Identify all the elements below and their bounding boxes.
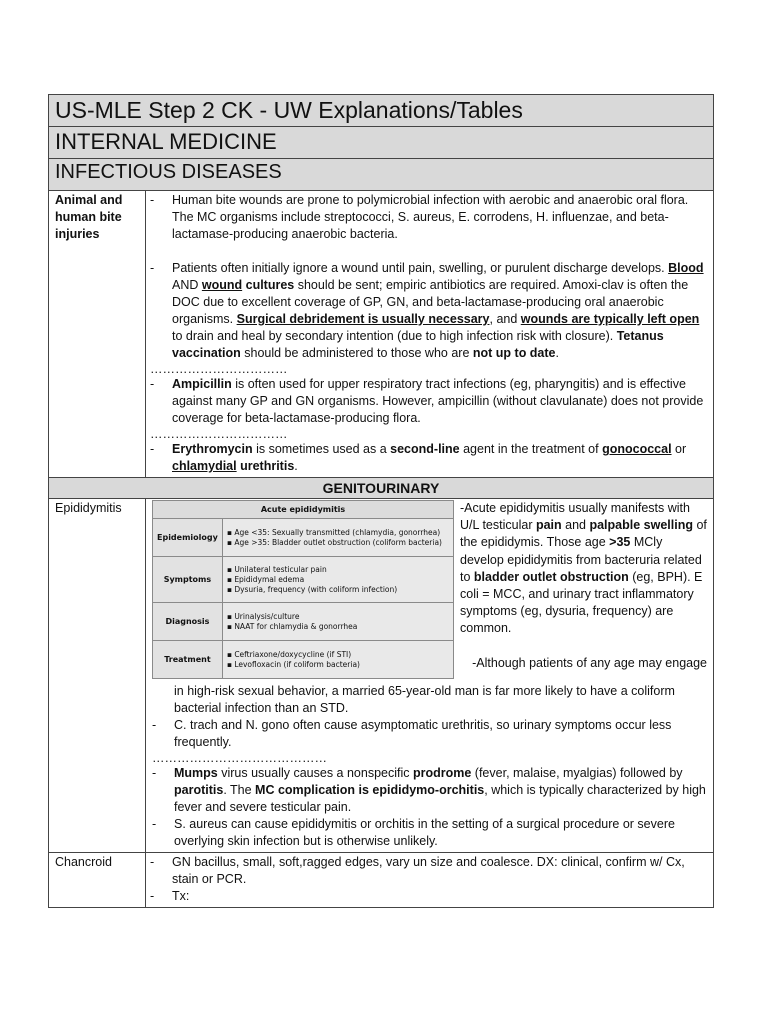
list-item xyxy=(152,717,707,751)
figure-row-label: Symptoms xyxy=(153,557,223,603)
list-item xyxy=(150,888,707,905)
label-line: injuries xyxy=(55,227,100,241)
dash: - xyxy=(152,718,157,733)
figure-row-items xyxy=(222,641,453,679)
bullet-text: Patients often initially ignore a wound until pain, swelling, or purulent discharge develops. Blood AND wound cultures should be sent; empiric antibiotics are required. Amoxi-clav is often the DOC due to excellent coverage of GP, GN, and beta-lactamase-producing oral anaerobic organisms. Surgical debridement is usually necessary, and wounds are typically left open to drain and heal by secondary intention (due to high infection risk with closure). Tetanus vaccination should be administered to those who are not up to date. xyxy=(172,261,704,360)
dash: - xyxy=(152,817,157,832)
bullet-text: Erythromycin is sometimes used as a second-line agent in the treatment of gonococcal or chlamydial urethritis. xyxy=(172,442,687,473)
figure-item: ▪ Epididymal edema xyxy=(227,575,449,585)
topic-label-epididymitis: Epididymitis xyxy=(49,499,146,853)
bullet-text: C. trach and N. gono often cause asymptomatic urethritis, so urinary symptoms occur less frequently. xyxy=(174,718,672,750)
figure-row-items xyxy=(222,519,453,557)
list-item xyxy=(152,765,707,816)
dash: - xyxy=(150,855,155,870)
topic-row-bites xyxy=(49,191,714,478)
bullet-text: Tx: xyxy=(172,889,190,904)
list-item xyxy=(150,376,707,427)
list-item xyxy=(150,441,707,475)
epididymitis-summary: -Acute epididymitis usually manifests with U/L testicular pain and palpable swelling of the epididymis. Those age >35 MCly develop epididymitis from bacteruria related to bladder outlet obstruction (eg, BPH). E coli = MCC, and urinary tract inflammatory symptoms (eg, dysuria, frequency) are common. xyxy=(460,501,707,636)
dash: - xyxy=(150,442,155,456)
section-heading-infectious: INFECTIOUS DISEASES xyxy=(49,159,714,191)
figure-item: ▪ Unilateral testicular pain xyxy=(227,565,449,575)
figure-row-items xyxy=(222,557,453,603)
document-sheet xyxy=(48,94,713,908)
dash: - xyxy=(150,261,155,275)
dash: - xyxy=(150,377,155,391)
figure-title: Acute epididymitis xyxy=(153,501,454,519)
section-heading-genitourinary: GENITOURINARY xyxy=(49,478,714,499)
figure-item: ▪ Levofloxacin (if coliform bacteria) xyxy=(227,660,449,670)
epididymitis-note-cont: in high-risk sexual behavior, a married 65-year-old man is far more likely to have a coliform bacterial infection than an STD. xyxy=(174,684,675,716)
list-item xyxy=(150,192,707,243)
topic-content-epididymitis xyxy=(146,499,714,853)
list-item xyxy=(150,260,707,362)
figure-item: ▪ Urinalysis/culture xyxy=(227,612,449,622)
dash: - xyxy=(150,193,155,207)
separator-dots: …………………………………… xyxy=(152,751,327,766)
bullet-text: Mumps virus usually causes a nonspecific prodrome (fever, malaise, myalgias) followed by parotitis. The MC complication is epididymo-orchitis, which is typically characterized by high fever and severe testicular pain. xyxy=(174,766,706,815)
dash: - xyxy=(152,766,157,781)
figure-item: ▪ Ceftriaxone/doxycycline (if STI) xyxy=(227,650,449,660)
list-item xyxy=(152,816,707,850)
epididymitis-figure-table xyxy=(152,500,454,679)
figure-row-label: Treatment xyxy=(153,641,223,679)
figure-item: ▪ NAAT for chlamydia & gonorrhea xyxy=(227,622,449,632)
separator-dots: …………………………… xyxy=(150,427,288,441)
document-title: US-MLE Step 2 CK - UW Explanations/Tables xyxy=(49,95,714,127)
epididymitis-note-start: -Although patients of any age may engage xyxy=(472,655,708,670)
figure-row-label: Diagnosis xyxy=(153,603,223,641)
label-line: human bite xyxy=(55,210,122,224)
section-row-genitourinary xyxy=(49,478,714,499)
label-line: Animal and xyxy=(55,193,123,207)
topic-content-chancroid xyxy=(146,853,714,908)
title-row xyxy=(49,95,714,127)
subject-heading: INTERNAL MEDICINE xyxy=(49,127,714,159)
figure-item: ▪ Age <35: Sexually transmitted (chlamydia, gonorrhea) xyxy=(227,528,449,538)
figure-row-label: Epidemiology xyxy=(153,519,223,557)
bullet-text: Ampicillin is often used for upper respiratory tract infections (eg, pharyngitis) and is effective against many GP and GN organisms. However, ampicillin (without clavulanate) does not provide coverage for beta-lactamase-producing flora. xyxy=(172,377,704,425)
topic-row-epididymitis xyxy=(49,499,714,853)
notes-table xyxy=(48,94,714,908)
figure-item: ▪ Age >35: Bladder outlet obstruction (coliform bacteria) xyxy=(227,538,449,548)
topic-label-bites xyxy=(49,191,146,478)
list-item xyxy=(150,854,707,888)
topic-label-chancroid: Chancroid xyxy=(49,853,146,908)
topic-row-chancroid xyxy=(49,853,714,908)
figure-item: ▪ Dysuria, frequency (with coliform infection) xyxy=(227,585,449,595)
separator-dots: …………………………… xyxy=(150,362,288,376)
bullet-text: GN bacillus, small, soft,ragged edges, vary un size and coalesce. DX: clinical, confirm w/ Cx, stain or PCR. xyxy=(172,855,685,887)
figure-row-items xyxy=(222,603,453,641)
topic-content-bites xyxy=(146,191,714,478)
subject-row xyxy=(49,127,714,159)
section-row-infectious xyxy=(49,159,714,191)
dash: - xyxy=(150,889,155,904)
bullet-text: S. aureus can cause epididymitis or orchitis in the setting of a surgical procedure or severe overlying skin infection but is otherwise unlikely. xyxy=(174,817,675,849)
bullet-text: Human bite wounds are prone to polymicrobial infection with aerobic and anaerobic oral flora. The MC organisms include streptococci, S. aureus, E. corrodens, H. influenzae, and beta-lactamase-producing anaerobic bacteria. xyxy=(172,193,689,241)
